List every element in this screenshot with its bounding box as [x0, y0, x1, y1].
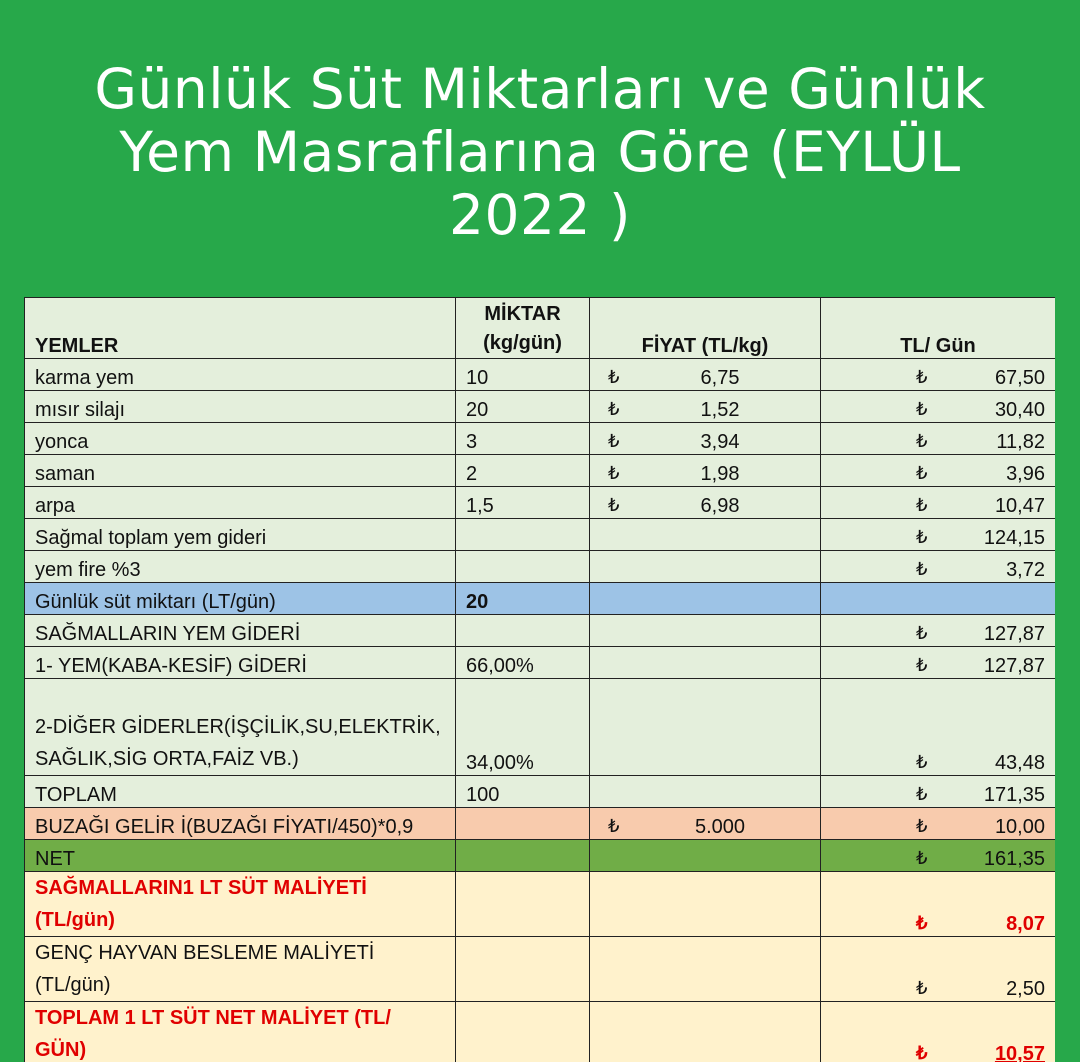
feed-amount: 20 — [456, 391, 590, 423]
net-milk-cost-label: TOPLAM 1 LT SÜT NET MALİYET (TL/ GÜN) — [25, 1002, 456, 1062]
waste-label: yem fire %3 — [25, 551, 456, 583]
feed-amount: 1,5 — [456, 487, 590, 519]
milking-feed-label: SAĞMALLARIN YEM GİDERİ — [25, 615, 456, 647]
header-amount: MİKTAR (kg/gün) — [456, 298, 590, 359]
lira-icon: ₺ — [916, 495, 928, 515]
young-animal-cost-label: GENÇ HAYVAN BESLEME MALİYETİ (TL/gün) — [25, 937, 456, 1002]
feed-amount: 2 — [456, 455, 590, 487]
lira-icon: ₺ — [916, 463, 928, 483]
feed-price: 1,98 — [700, 463, 740, 485]
total-feed-value: 124,15 — [983, 527, 1045, 549]
feed-expense-pct: 66,00% — [456, 647, 590, 679]
feed-row — [25, 391, 1056, 423]
feed-total: 11,82 — [996, 431, 1045, 453]
net-milk-cost-row — [25, 1002, 1056, 1062]
feed-amount: 10 — [456, 359, 590, 391]
milk-cost-value: 8,07 — [1006, 913, 1045, 935]
lira-icon: ₺ — [916, 816, 928, 836]
milk-cost-label: SAĞMALLARIN1 LT SÜT MALİYETİ (TL/gün) — [25, 872, 456, 937]
header-tl-day: TL/ Gün — [821, 298, 1056, 359]
feed-price: 3,94 — [700, 431, 740, 453]
net-milk-cost-value: 10,57 — [994, 1043, 1045, 1062]
lira-icon: ₺ — [916, 978, 928, 998]
feed-total: 67,50 — [994, 367, 1045, 389]
other-expense-row — [25, 679, 1056, 776]
calf-income-row — [25, 808, 1056, 840]
lira-icon: ₺ — [916, 399, 928, 419]
feed-total: 10,47 — [994, 495, 1045, 517]
lira-icon: ₺ — [608, 495, 620, 515]
lira-icon: ₺ — [916, 655, 928, 675]
milk-cost-row — [25, 872, 1056, 937]
feed-total: 30,40 — [994, 399, 1045, 421]
lira-icon: ₺ — [916, 1043, 928, 1062]
feed-price: 6,75 — [700, 367, 740, 389]
feed-row — [25, 455, 1056, 487]
feed-row — [25, 359, 1056, 391]
feed-name: arpa — [25, 487, 456, 519]
title-line-2: Yem Masraflarına Göre (EYLÜL — [119, 120, 961, 184]
feed-price: 1,52 — [700, 399, 740, 421]
net-row — [25, 840, 1056, 872]
other-expense-label: 2-DİĞER GİDERLER(İŞÇİLİK,SU,ELEKTRİK,SAĞLIK,SİG ORTA,FAİZ VB.) — [25, 679, 456, 776]
calf-price: 5.000 — [694, 816, 746, 838]
net-value: 161,35 — [983, 848, 1045, 870]
lira-icon: ₺ — [608, 463, 620, 483]
lira-icon: ₺ — [916, 784, 928, 804]
young-animal-cost-value: 2,50 — [1006, 978, 1045, 1000]
other-expense-value: 43,48 — [994, 752, 1045, 774]
milk-amount-value: 20 — [456, 583, 590, 615]
young-animal-cost-row — [25, 937, 1056, 1002]
lira-icon: ₺ — [608, 816, 620, 836]
lira-icon: ₺ — [916, 913, 928, 933]
feed-total: 3,96 — [1006, 463, 1045, 485]
cost-table — [24, 297, 1055, 1062]
milk-amount-row — [25, 583, 1056, 615]
lira-icon: ₺ — [916, 431, 928, 451]
header-feeds: YEMLER — [25, 298, 456, 359]
header-price: FİYAT (TL/kg) — [590, 298, 821, 359]
feed-name: mısır silajı — [25, 391, 456, 423]
calf-income-label: BUZAĞI GELİR İ(BUZAĞI FİYATI/450)*0,9 — [25, 808, 456, 840]
feed-expense-label: 1- YEM(KABA-KESİF) GİDERİ — [25, 647, 456, 679]
total-pct: 100 — [456, 776, 590, 808]
cost-table-sheet — [24, 297, 1055, 1062]
lira-icon: ₺ — [916, 367, 928, 387]
lira-icon: ₺ — [916, 752, 928, 772]
feed-name: saman — [25, 455, 456, 487]
feed-price: 6,98 — [700, 495, 740, 517]
total-value: 171,35 — [983, 784, 1045, 806]
milk-amount-label: Günlük süt miktarı (LT/gün) — [25, 583, 456, 615]
net-label: NET — [25, 840, 456, 872]
page-title — [0, 58, 1080, 247]
lira-icon: ₺ — [916, 559, 928, 579]
total-row — [25, 776, 1056, 808]
other-expense-pct: 34,00% — [456, 679, 590, 776]
title-line-3: 2022 ) — [449, 183, 631, 247]
lira-icon: ₺ — [608, 399, 620, 419]
total-feed-label: Sağmal toplam yem gideri — [25, 519, 456, 551]
feed-expense-value: 127,87 — [983, 655, 1045, 677]
milking-feed-row — [25, 615, 1056, 647]
waste-value: 3,72 — [1006, 559, 1045, 581]
lira-icon: ₺ — [916, 623, 928, 643]
feed-name: yonca — [25, 423, 456, 455]
lira-icon: ₺ — [608, 367, 620, 387]
feed-row — [25, 423, 1056, 455]
milking-feed-value: 127,87 — [983, 623, 1045, 645]
lira-icon: ₺ — [916, 848, 928, 868]
waste-row — [25, 551, 1056, 583]
lira-icon: ₺ — [608, 431, 620, 451]
calf-income-value: 10,00 — [994, 816, 1045, 838]
total-label: TOPLAM — [25, 776, 456, 808]
lira-icon: ₺ — [916, 527, 928, 547]
feed-expense-row — [25, 647, 1056, 679]
title-line-1: Günlük Süt Miktarları ve Günlük — [94, 57, 986, 121]
header-row — [25, 298, 1056, 359]
feed-row — [25, 487, 1056, 519]
feed-name: karma yem — [25, 359, 456, 391]
total-feed-row — [25, 519, 1056, 551]
feed-amount: 3 — [456, 423, 590, 455]
